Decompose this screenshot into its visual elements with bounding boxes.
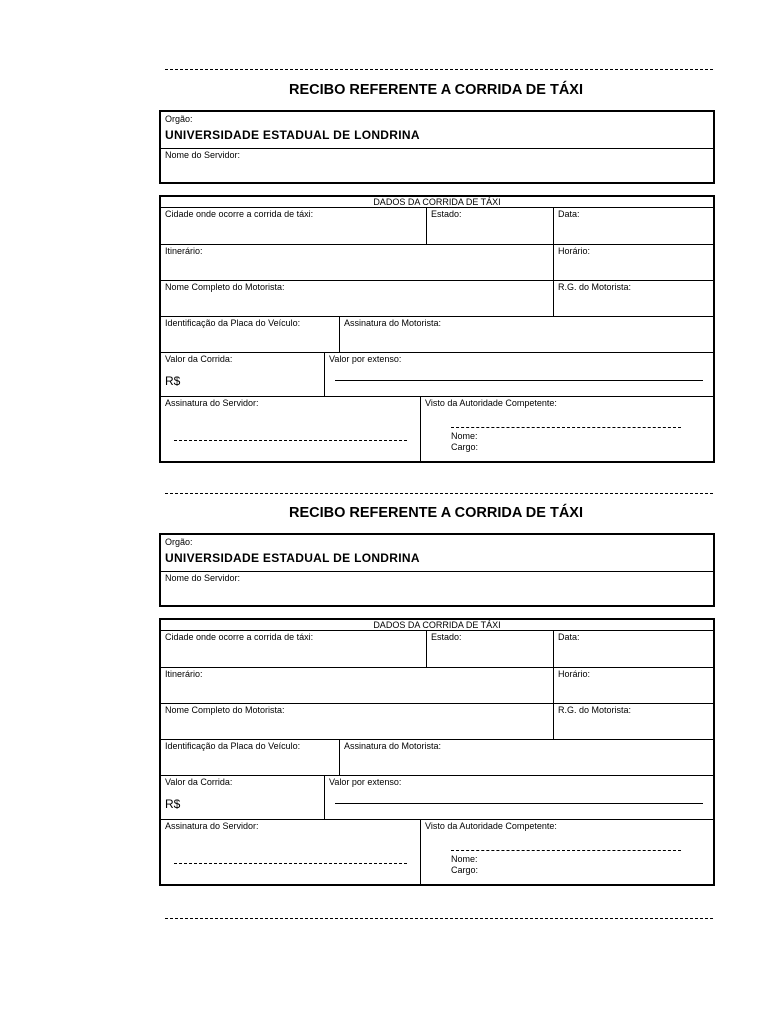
cut-line-middle: [165, 493, 713, 494]
extenso-field[interactable]: [325, 353, 713, 396]
assinatura-motorista-field[interactable]: [340, 740, 713, 775]
estado-label: Estado:: [431, 209, 462, 219]
data-label: Data:: [558, 632, 580, 642]
rg-field[interactable]: [554, 704, 713, 739]
currency-symbol: R$: [165, 374, 181, 388]
receipt-1: [159, 80, 715, 452]
authority-signature-line: [451, 850, 681, 851]
taxi-data-box: [159, 195, 715, 463]
valor-label: Valor da Corrida:: [165, 354, 233, 364]
itinerario-label: Itinerário:: [165, 669, 203, 679]
cut-line-bottom: [165, 918, 713, 919]
itinerario-field[interactable]: [161, 668, 553, 703]
valor-field[interactable]: [161, 353, 324, 396]
authority-signature-line: [451, 427, 681, 428]
receipt-title: RECIBO REFERENTE A CORRIDA DE TÁXI: [288, 505, 584, 521]
placa-field[interactable]: [161, 740, 339, 775]
motorista-label: Nome Completo do Motorista:: [165, 282, 285, 292]
section-caption: DADOS DA CORRIDA DE TÁXI: [373, 620, 501, 630]
servidor-field[interactable]: [161, 148, 713, 185]
org-box: [159, 533, 715, 607]
data-label: Data:: [558, 209, 580, 219]
data-field[interactable]: [554, 631, 713, 666]
rg-field[interactable]: [554, 281, 713, 316]
valor-label: Valor da Corrida:: [165, 777, 233, 787]
assinatura-servidor-label: Assinatura do Servidor:: [165, 821, 259, 831]
assinatura-motorista-label: Assinatura do Motorista:: [344, 741, 442, 751]
visto-label: Visto da Autoridade Competente:: [425, 821, 557, 831]
currency-symbol: R$: [165, 797, 181, 811]
signature-line: [174, 863, 407, 864]
section-caption: DADOS DA CORRIDA DE TÁXI: [373, 197, 501, 207]
servidor-label: Nome do Servidor:: [165, 150, 241, 160]
org-box: [159, 110, 715, 184]
motorista-label: Nome Completo do Motorista:: [165, 705, 285, 715]
horario-label: Horário:: [558, 669, 591, 679]
assinatura-servidor-label: Assinatura do Servidor:: [165, 398, 259, 408]
extenso-field[interactable]: [325, 776, 713, 819]
nome-label: Nome:: [451, 431, 478, 441]
orgao-label: Orgão:: [165, 114, 193, 124]
extenso-line: [335, 380, 703, 381]
cidade-field[interactable]: [161, 631, 426, 666]
servidor-label: Nome do Servidor:: [165, 573, 241, 583]
rg-label: R.G. do Motorista:: [558, 282, 632, 292]
orgao-label: Orgão:: [165, 537, 193, 547]
cidade-label: Cidade onde ocorre a corrida de táxi:: [165, 209, 314, 219]
itinerario-label: Itinerário:: [165, 246, 203, 256]
cargo-label: Cargo:: [451, 865, 479, 875]
itinerario-field[interactable]: [161, 245, 553, 280]
extenso-label: Valor por extenso:: [329, 354, 402, 364]
cidade-field[interactable]: [161, 208, 426, 243]
receipt-title: RECIBO REFERENTE A CORRIDA DE TÁXI: [288, 82, 584, 98]
visto-field[interactable]: [421, 820, 713, 884]
assinatura-servidor-field[interactable]: [161, 397, 420, 461]
visto-label: Visto da Autoridade Competente:: [425, 398, 557, 408]
placa-field[interactable]: [161, 317, 339, 352]
assinatura-motorista-field[interactable]: [340, 317, 713, 352]
data-field[interactable]: [554, 208, 713, 243]
orgao-value: UNIVERSIDADE ESTADUAL DE LONDRINA: [165, 551, 420, 565]
taxi-data-box: [159, 618, 715, 886]
rg-label: R.G. do Motorista:: [558, 705, 632, 715]
motorista-field[interactable]: [161, 704, 553, 739]
receipt-2: [159, 503, 715, 875]
placa-label: Identificação da Placa do Veículo:: [165, 741, 301, 751]
servidor-field[interactable]: [161, 571, 713, 608]
estado-label: Estado:: [431, 632, 462, 642]
assinatura-motorista-label: Assinatura do Motorista:: [344, 318, 442, 328]
nome-label: Nome:: [451, 854, 478, 864]
horario-label: Horário:: [558, 246, 591, 256]
placa-label: Identificação da Placa do Veículo:: [165, 318, 301, 328]
signature-line: [174, 440, 407, 441]
estado-field[interactable]: [427, 208, 553, 243]
extenso-label: Valor por extenso:: [329, 777, 402, 787]
valor-field[interactable]: [161, 776, 324, 819]
motorista-field[interactable]: [161, 281, 553, 316]
cut-line-top: [165, 69, 713, 70]
orgao-value: UNIVERSIDADE ESTADUAL DE LONDRINA: [165, 128, 420, 142]
extenso-line: [335, 803, 703, 804]
horario-field[interactable]: [554, 245, 713, 280]
estado-field[interactable]: [427, 631, 553, 666]
visto-field[interactable]: [421, 397, 713, 461]
horario-field[interactable]: [554, 668, 713, 703]
cidade-label: Cidade onde ocorre a corrida de táxi:: [165, 632, 314, 642]
cargo-label: Cargo:: [451, 442, 479, 452]
assinatura-servidor-field[interactable]: [161, 820, 420, 884]
